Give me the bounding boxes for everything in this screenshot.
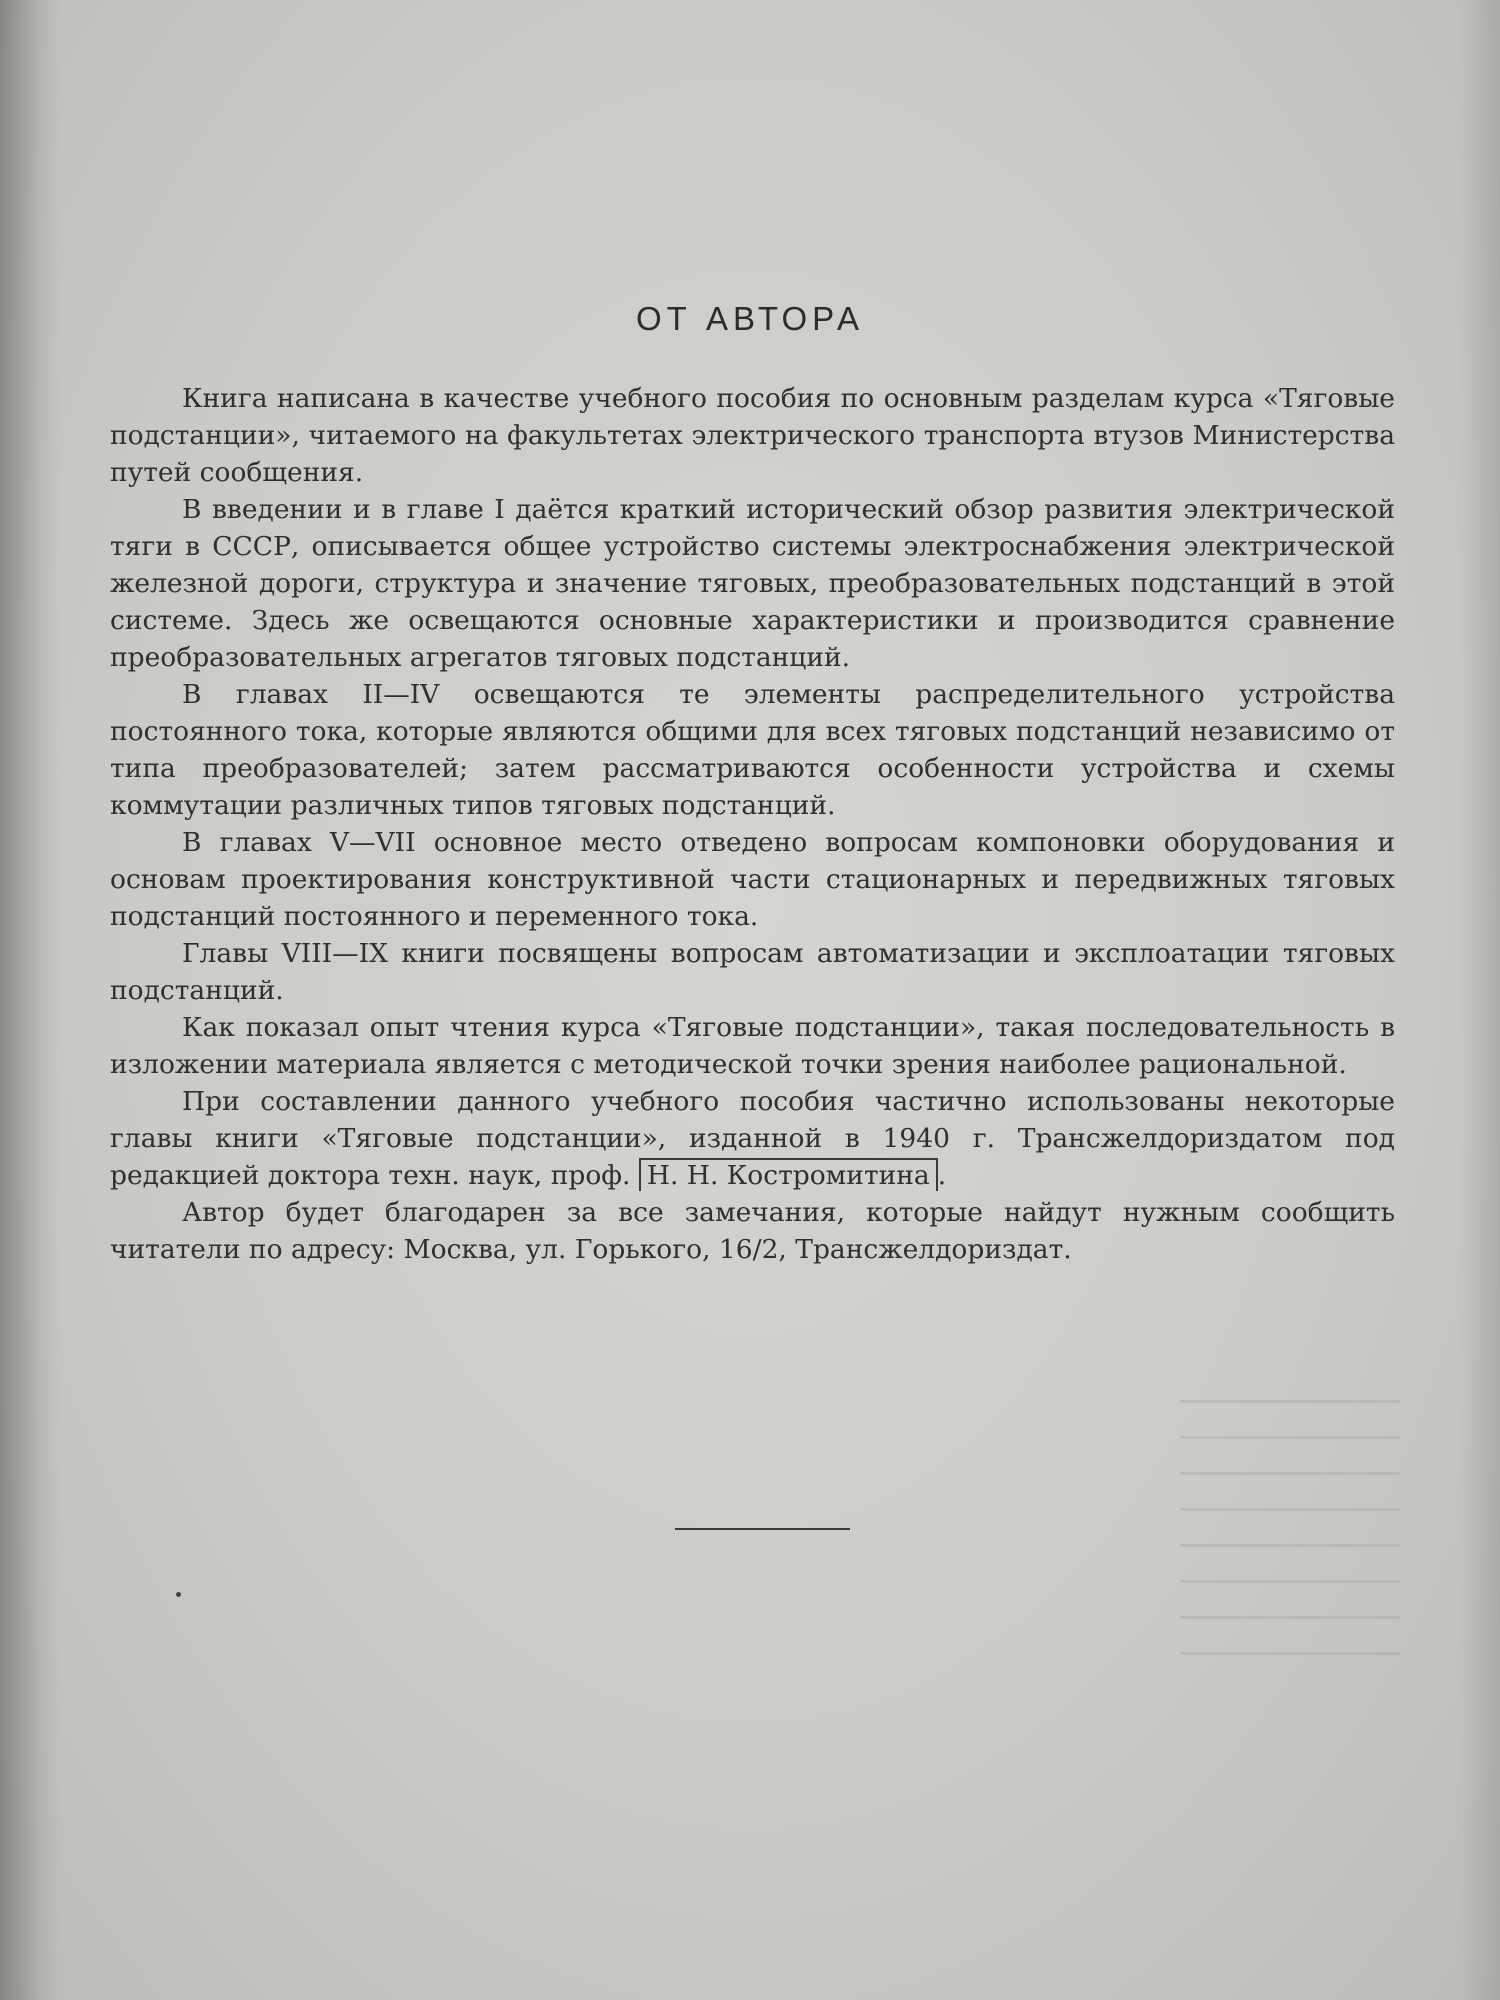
paragraph: Главы VIII—IX книги посвящены вопросам автоматизации и эксплоатации тяговых подстанций.	[110, 938, 1395, 1006]
sources-text-end: .	[937, 1160, 947, 1191]
bleed-through-text	[1180, 1400, 1400, 1660]
paragraph: Как показал опыт чтения курса «Тяговые подстанции», такая последовательность в изложении материала является с методической точки зрения наиболее рациональной.	[110, 1012, 1395, 1080]
section-divider	[675, 1528, 850, 1530]
page-heading: ОТ АВТОРА	[636, 300, 864, 337]
paragraph: В главах V—VII основное место отведено вопросам компоновки оборудования и основам проектирования конструктивной части стационарных и передвижных тяговых подстанций постоянного и переменного тока.	[110, 827, 1395, 932]
paragraph: В главах II—IV освещаются те элементы распределительного устройства постоянного тока, которые являются общими для всех тяговых подстанций независимо от типа преобразователей; затем рассматриваются особенности устройства и схемы коммутации различных типов тяговых подстанций.	[110, 679, 1395, 821]
boxed-author-name: Н. Н. Костромитина	[639, 1158, 938, 1191]
print-speck	[176, 1592, 181, 1597]
closing-paragraph: Автор будет благодарен за все замечания, которые найдут нужным сообщить читатели по адресу: Москва, ул. Горького, 16/2, Трансжелдориздат.	[110, 1197, 1395, 1265]
paragraph: Книга написана в качестве учебного пособия по основным разделам курса «Тяговые подстанции», читаемого на факультетах электрического транспорта втузов Министерства путей сообщения.	[110, 383, 1395, 488]
preface-text	[110, 380, 1395, 1268]
sources-text: При составлении данного учебного пособия частично использованы некоторые главы книги «Тяговые подстанции», изданной в 1940 г. Трансжелдориздатом под редакцией доктора техн. наук, проф.	[110, 1086, 1395, 1191]
paragraph: В введении и в главе I даётся краткий исторический обзор развития электрической тяги в СССР, описывается общее устройство системы электроснабжения электрической железной дороги, структура и значение тяговых, преобразовательных подстанций в этой системе. Здесь же освещаются основные характеристики и производится сравнение преобразовательных агрегатов тяговых подстанций.	[110, 494, 1395, 673]
sources-paragraph	[110, 1083, 1395, 1194]
